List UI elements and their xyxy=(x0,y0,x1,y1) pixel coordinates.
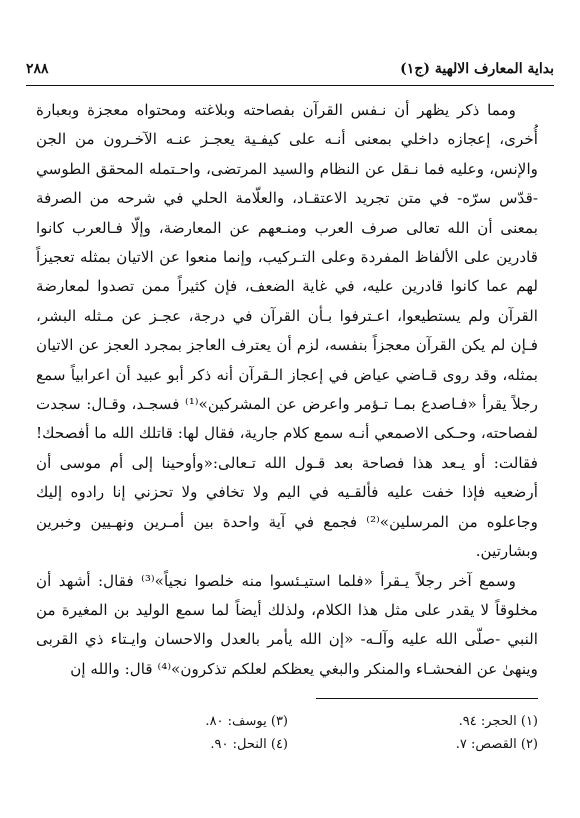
paragraph: ومما ذكر يظهر أن نـفس القرآن بفصاحته وبلاغته ومحتواه معجزة وبعبارة أُخرى، إعجازه داخلي بمعنى أنـه على كيفـية يعجـز عنـه الآخـرون من الجن والإنس، وعليه فما نـقل عن النظام والسيد المرتضى، واحـتمله المحقق الطوسي -قدّس سرّه- في متن تجريد الاعتقـاد، والعلّامة الحلي في شرحه من الصرفة بمعنى أن الله تعالى صرف العرب ومنـعهم عن المعارضة، وإلّا فـالعرب كانوا قادرين على الألفاظ المفردة وعلى التـركيب، وإنما منعوا عن الاتيان بمثله تعجيزاً لهم عما كانوا قادرين عليه، في غاية الضعف، فإن كثيراً ممن تصدوا لمعارضة القرآن ولم يستطيعوا، اعـترفوا بـأن القرآن في درجة، عجـز عن مـثله البشر، فـإن لم يكن القرآن معجزاً بنفسه، لزم أن يعترف العاجز بمجرد العجز عن الاتيان بمثله، وقد روى قـاضي عياض في إعجاز الـقرآن أنه ذكر أبو عبيد أن اعرابياً سمع رجلاً يقرأ «فـاصدع بمـا تـؤمر واعرض عن المشركين»⁽¹⁾ فسجـد، وقـال: سجدت لفصاحته، وحـكى الاصمعي أنـه سمع كلام جارية، فقال لها: قاتلك الله ما أفصحك! فقالت: أو يـعد هذا فصاحة بعد قـول الله تـعالى:«وأوحينا إلى أم موسى أن أرضعيه فإذا خفت عليه فألقـيه في اليم ولا تخافي ولا تحزني إنا رادوه إليك وجاعلوه من المرسلين»⁽²⁾ فجمع في آية واحدة بين أمـرين ونهـيين وخبرين وبشارتين. xyxy=(36,101,538,561)
footnote-divider xyxy=(316,698,538,699)
page-header xyxy=(26,56,554,82)
footnote: (٢) القصص: ٧. xyxy=(455,737,538,752)
main-text xyxy=(36,96,538,684)
running-title: بداية المعارف الالهية (ج١) xyxy=(400,61,554,77)
footnote: (٣) يوسف: ٨٠. xyxy=(205,714,288,729)
header-divider xyxy=(26,85,554,86)
page-number: ٢٨٨ xyxy=(26,61,49,77)
footnote: (٤) النحل: ٩٠. xyxy=(210,737,288,752)
footnotes xyxy=(38,710,538,756)
paragraph: وسمع آخر رجلاً يـقرأ «فلما استيـئسوا منه خلصوا نجياً»⁽³⁾ فقال: أشهد أن مخلوقاً لا يقدر على مثل هذا الكلام، ولذلك أيضاً لما سمع الوليد بن المغيرة من النبي -صلّى الله عليه وآلـه- «إن الله يأمر بالعدل والاحسان وايـتاء ذي القربى وينهىٰ عن الفحشـاء والمنكر والبغي يعظكم لعلكم تذكرون»⁽⁴⁾ قال: والله إن xyxy=(36,571,538,678)
footnote: (١) الحجر: ٩٤. xyxy=(458,714,538,729)
